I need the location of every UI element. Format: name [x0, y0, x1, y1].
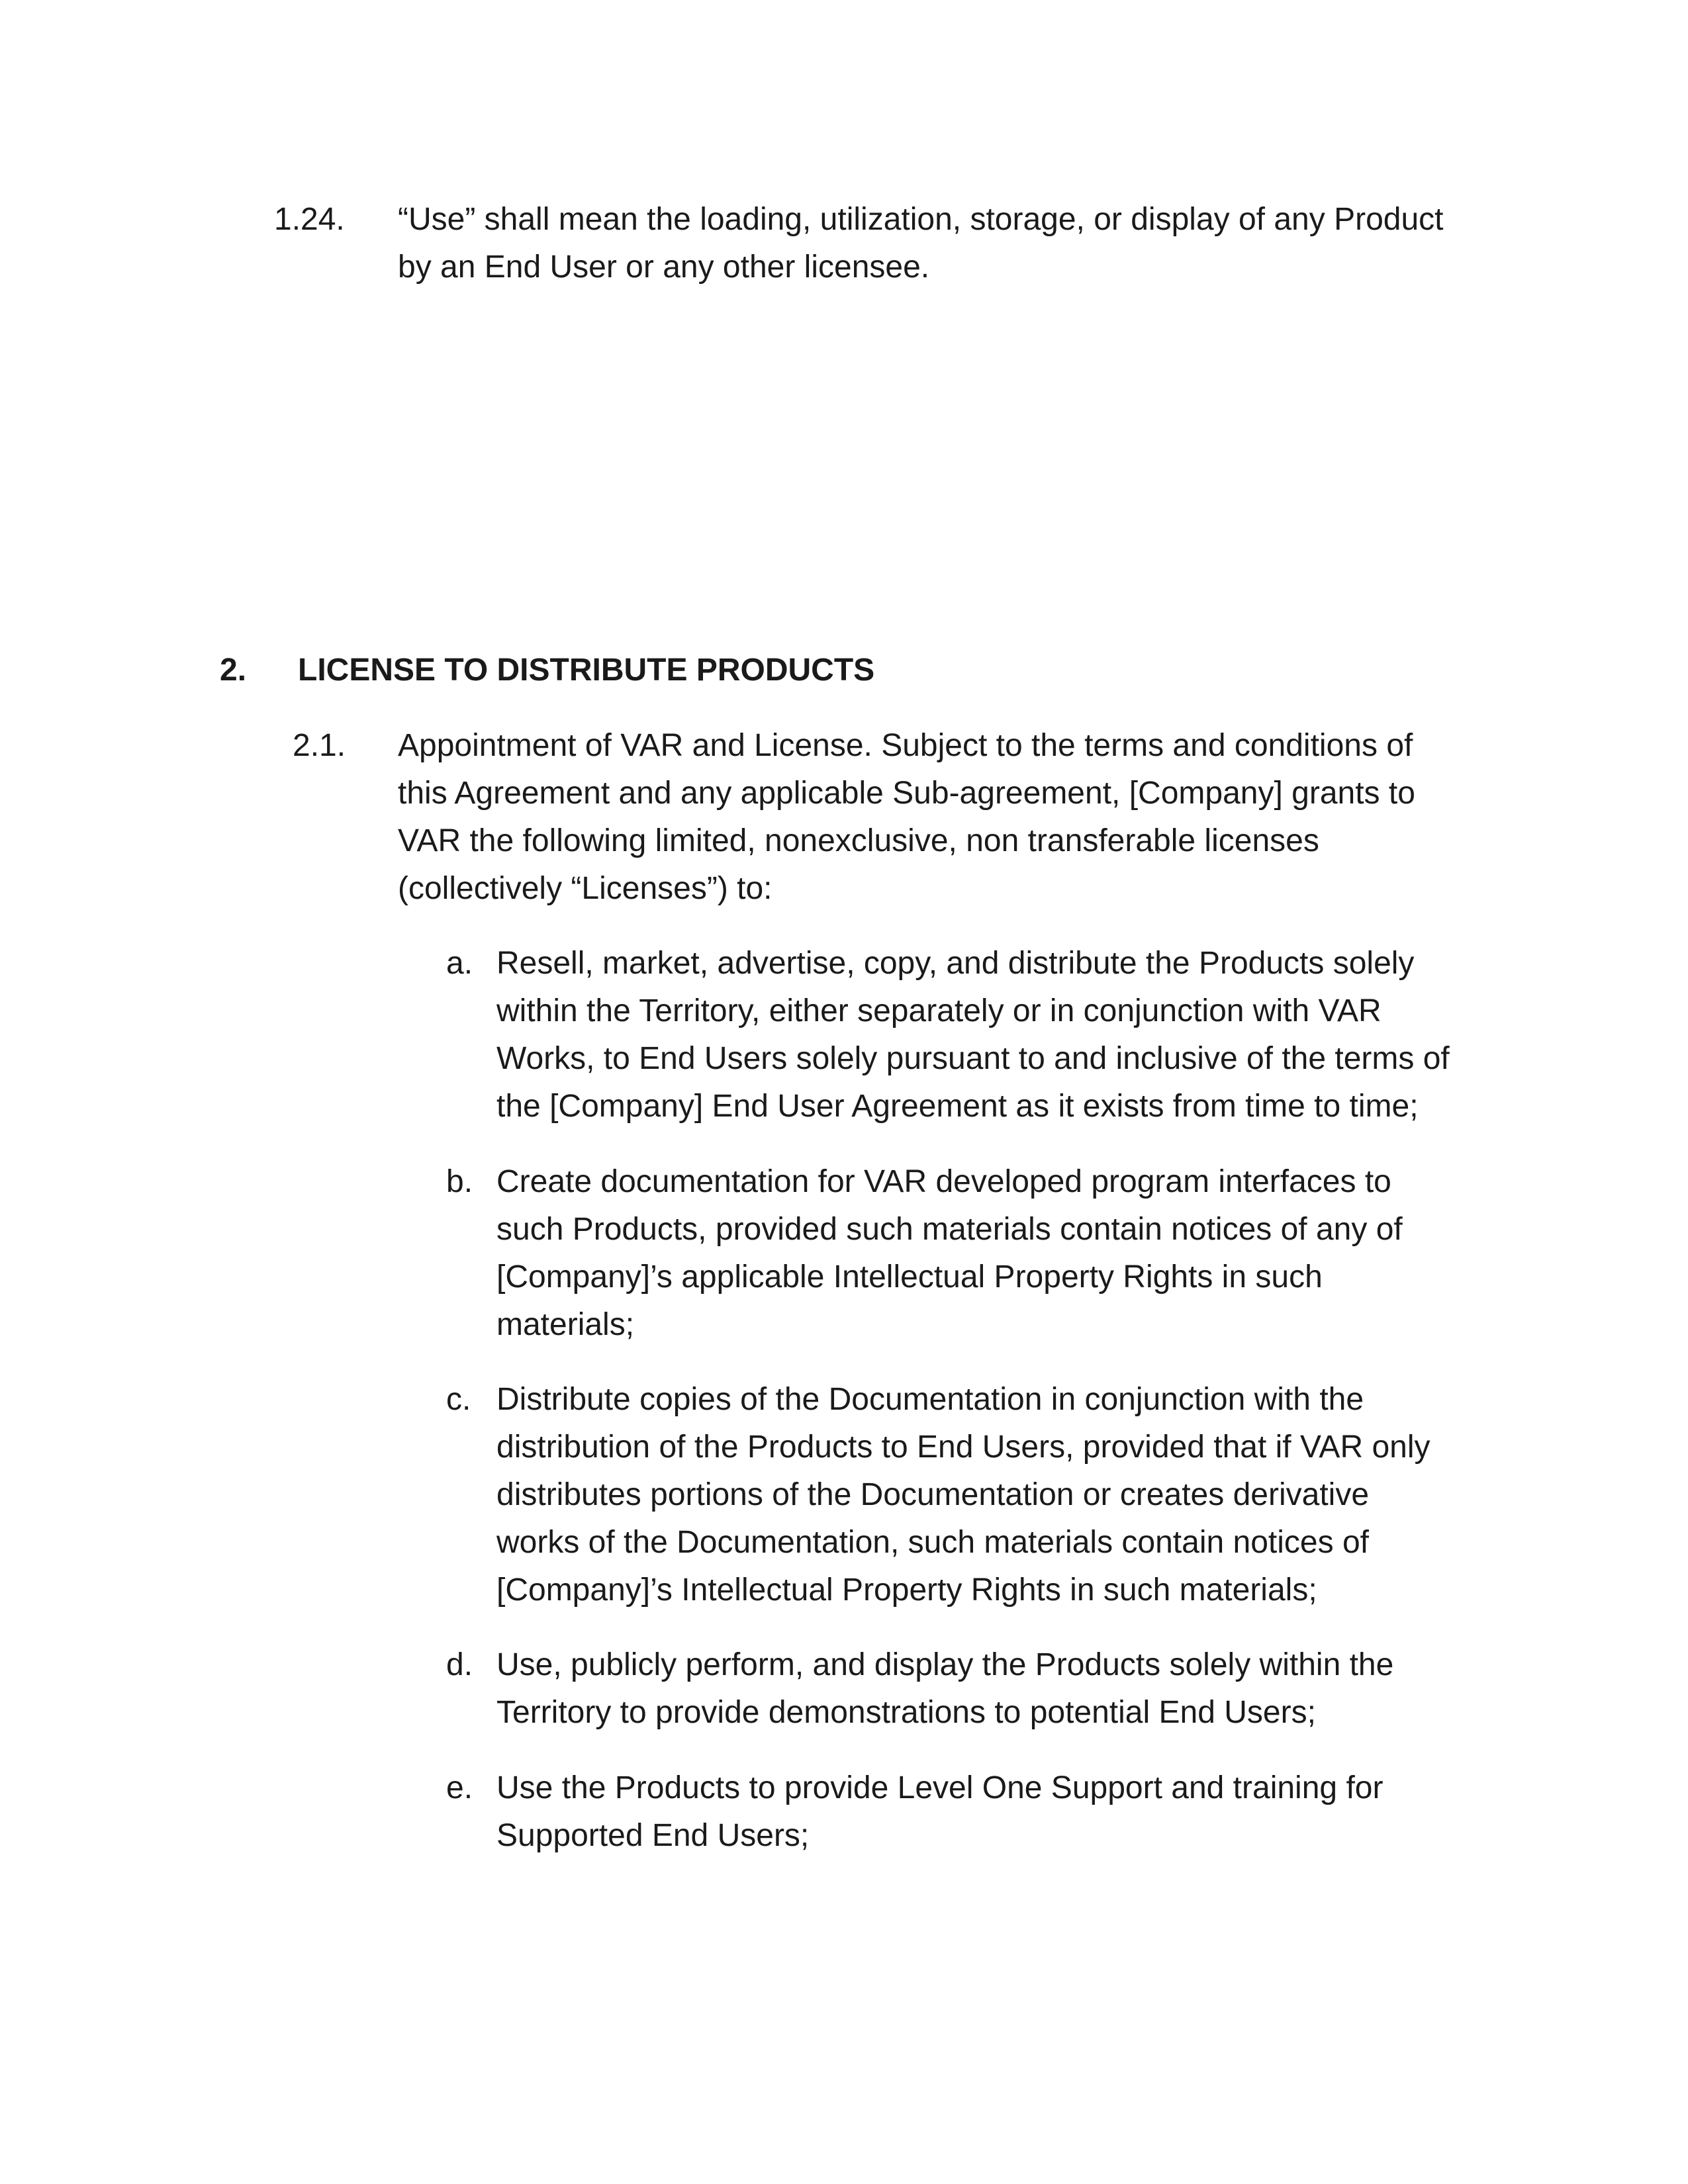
subitem-label-c: c.	[446, 1382, 471, 1417]
subitem-c-text	[496, 1376, 1430, 1614]
clause-2-1-text	[398, 722, 1415, 913]
text-line: within the Territory, either separately or in conjunction with VAR	[496, 993, 1382, 1028]
subitem-d-text	[496, 1641, 1393, 1737]
text-line: [Company]’s applicable Intellectual Property Rights in such	[496, 1259, 1323, 1295]
subitem-label-a: a.	[446, 946, 473, 981]
text-line: Use the Products to provide Level One Support and training for	[496, 1770, 1383, 1805]
text-line: “Use” shall mean the loading, utilization, storage, or display of any Product	[398, 202, 1444, 237]
text-line: Supported End Users;	[496, 1818, 810, 1853]
text-line: the [Company] End User Agreement as it exists from time to time;	[496, 1089, 1419, 1124]
section-2-title: LICENSE TO DISTRIBUTE PRODUCTS	[298, 653, 875, 688]
text-line: works of the Documentation, such materials contain notices of	[496, 1525, 1369, 1560]
clause-1-24-text	[398, 196, 1444, 291]
text-line: such Products, provided such materials contain notices of any of	[496, 1212, 1403, 1247]
text-line: Distribute copies of the Documentation in conjunction with the	[496, 1382, 1364, 1417]
subitem-label-d: d.	[446, 1647, 473, 1682]
clause-number-1-24: 1.24.	[274, 202, 345, 237]
subitem-label-e: e.	[446, 1770, 473, 1805]
text-line: Resell, market, advertise, copy, and distribute the Products solely	[496, 946, 1415, 981]
subitem-label-b: b.	[446, 1164, 473, 1199]
text-line: Works, to End Users solely pursuant to and inclusive of the terms of	[496, 1041, 1450, 1076]
subitem-e-text	[496, 1764, 1383, 1860]
text-line: by an End User or any other licensee.	[398, 250, 930, 285]
subitem-a-text	[496, 940, 1450, 1130]
text-line: materials;	[496, 1307, 635, 1342]
text-line: distributes portions of the Documentation or creates derivative	[496, 1477, 1370, 1512]
subitem-b-text	[496, 1158, 1403, 1349]
text-line: (collectively “Licenses”) to:	[398, 871, 773, 906]
clause-number-2-1: 2.1.	[293, 728, 346, 763]
text-line: VAR the following limited, nonexclusive, non transferable licenses	[398, 823, 1319, 858]
section-number-2: 2.	[220, 653, 247, 688]
text-line: Appointment of VAR and License. Subject to the terms and conditions of	[398, 728, 1413, 763]
text-line: [Company]’s Intellectual Property Rights in such materials;	[496, 1572, 1317, 1608]
text-line: Create documentation for VAR developed program interfaces to	[496, 1164, 1391, 1199]
text-line: this Agreement and any applicable Sub-agreement, [Company] grants to	[398, 776, 1415, 811]
text-line: distribution of the Products to End Users, provided that if VAR only	[496, 1430, 1430, 1465]
text-line: Use, publicly perform, and display the Products solely within the	[496, 1647, 1394, 1682]
text-line: Territory to provide demonstrations to potential End Users;	[496, 1695, 1316, 1730]
